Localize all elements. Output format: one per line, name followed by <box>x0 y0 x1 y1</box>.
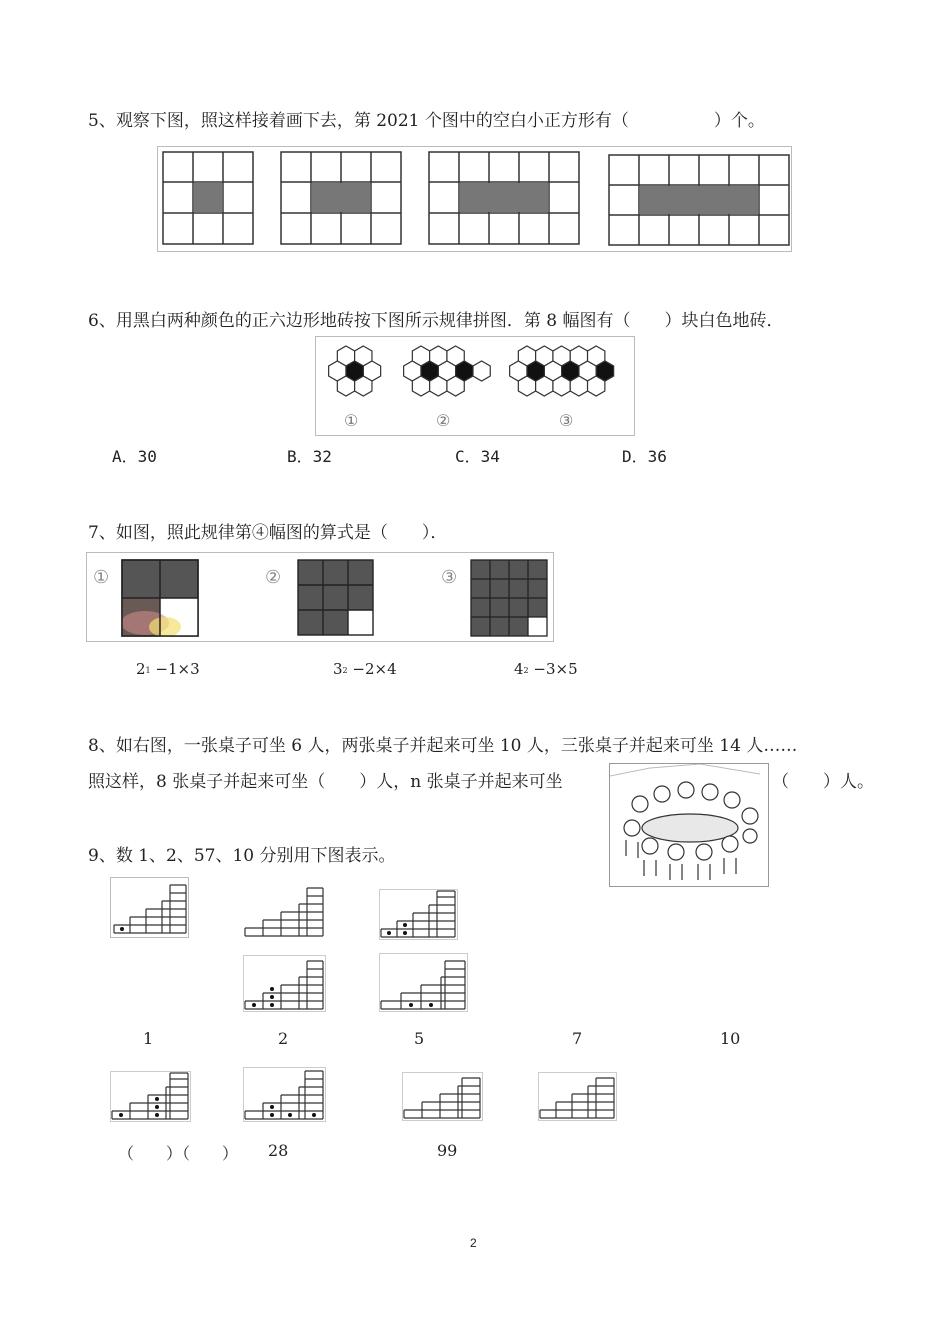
q8-line-1: 8、如右图，一张桌子可坐 6 人，两张桌子并起来可坐 10 人，三张桌子并起来可坐 14 人…… <box>88 736 798 756</box>
q9-figure-7 <box>243 955 327 1013</box>
q7-formula-1: $2_1 -1\times 3$ <box>136 660 200 678</box>
q9-figure-blank-b <box>243 1067 327 1123</box>
q7-square-figures <box>87 553 553 641</box>
q9-figure-1 <box>110 877 190 939</box>
q9-answer-99: 99 <box>437 1141 458 1160</box>
q7-label-3: ③ <box>441 567 458 588</box>
q8-line-2a: 照这样，8 张桌子并起来可坐（ ）人，n 张桌子并起来可坐 <box>88 772 563 792</box>
q6-figure <box>315 336 635 436</box>
q6-label-2: ② <box>436 411 451 430</box>
q7-label-1: ① <box>93 567 110 588</box>
q9-figure-10 <box>379 953 469 1013</box>
q7-formula-3: $4_2 -3\times 5$ <box>514 660 578 678</box>
q9-caption-10: 10 <box>720 1029 741 1048</box>
q9-figure-blank-a <box>110 1071 192 1123</box>
q6-option-a: A．30 <box>112 447 157 466</box>
q8-line-2b: （ ）人。 <box>772 772 874 792</box>
page-number: 2 <box>470 1236 477 1250</box>
q6-option-b: B．32 <box>287 447 332 466</box>
q9-figure-2 <box>243 884 327 940</box>
q7-figure <box>86 552 554 642</box>
q5-grid-figures <box>158 147 791 251</box>
q9-caption-1: 1 <box>143 1029 154 1048</box>
q7-label-2: ② <box>265 567 282 588</box>
q9-answer-blanks: （ ）（ ） <box>118 1144 239 1163</box>
q9-caption-2: 2 <box>278 1029 289 1048</box>
q5-figure <box>157 146 792 252</box>
q6-option-d: D．36 <box>622 447 667 466</box>
q6-label-1: ① <box>344 411 359 430</box>
q7-formula-2: $3_2 -2\times 4$ <box>333 660 397 678</box>
q9-text: 9、数 1、2、57、10 分别用下图表示。 <box>88 846 396 866</box>
q9-answer-28: 28 <box>268 1141 289 1160</box>
q6-option-c: C．34 <box>455 447 500 466</box>
q6-hexagon-figures <box>316 337 634 435</box>
q9-caption-7: 7 <box>572 1029 583 1048</box>
q9-caption-5: 5 <box>414 1029 425 1048</box>
q7-text: 7、如图，照此规律第④幅图的算式是（ ）． <box>88 523 448 543</box>
q9-figure-5 <box>379 889 459 941</box>
q9-figure-28-blank <box>402 1072 484 1122</box>
q5-text: 5、观察下图，照这样接着画下去，第 2021 个图中的空白小正方形有（ ）个。 <box>88 111 765 131</box>
q6-label-3: ③ <box>559 411 574 430</box>
q9-figure-99-blank <box>538 1072 618 1122</box>
q8-picture-table-kids <box>609 763 769 887</box>
q8-illustration <box>610 764 768 886</box>
q6-text: 6、用黑白两种颜色的正六边形地砖按下图所示规律拼图．第 8 幅图有（ ）块白色地砖． <box>88 311 784 331</box>
